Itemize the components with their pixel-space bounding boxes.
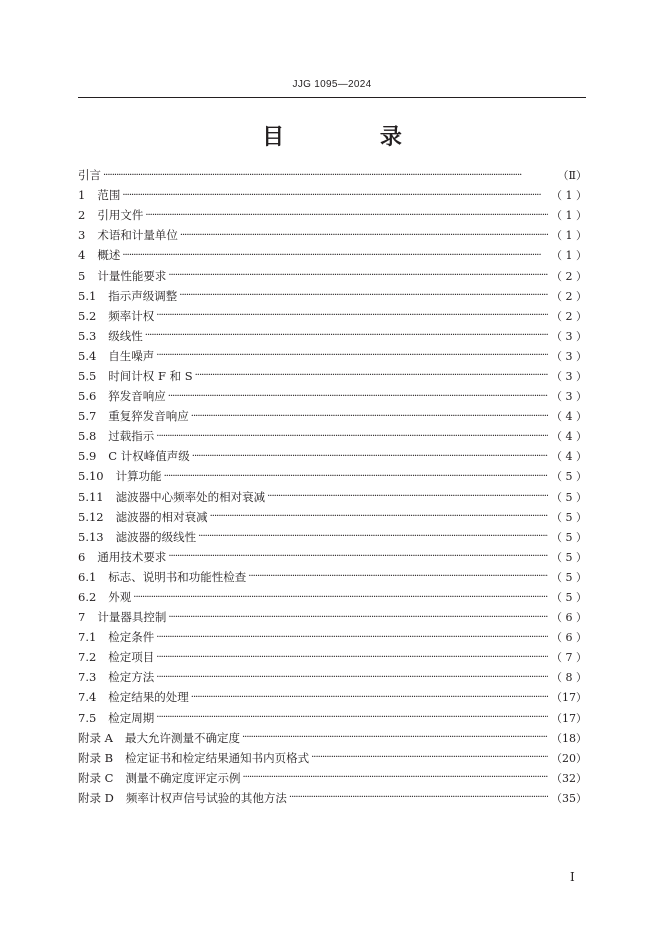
toc-entry-number: 5.12 xyxy=(78,509,104,524)
toc-entry-number: 6.1 xyxy=(78,569,97,584)
toc-entry-page: （ 3 ） xyxy=(551,329,587,343)
toc-entry[interactable] xyxy=(78,667,587,687)
toc-entry-number: 附录 B xyxy=(78,750,114,765)
toc-entry[interactable] xyxy=(78,466,587,486)
toc-entry[interactable] xyxy=(78,326,587,346)
toc-entry-page: （ 5 ） xyxy=(551,510,587,524)
toc-entry[interactable] xyxy=(78,426,587,446)
toc-entry-number: 5.10 xyxy=(78,469,104,484)
toc-entry-title: 计量器具控制 xyxy=(97,610,167,625)
toc-entry-title: 滤波器中心频率处的相对衰减 xyxy=(115,489,266,504)
toc-dot-leader xyxy=(242,732,548,743)
toc-entry-title: 时间计权 F 和 S xyxy=(108,368,193,383)
toc-entry-page: （ 5 ） xyxy=(551,470,587,484)
toc-dot-leader xyxy=(191,692,548,703)
toc-entry[interactable] xyxy=(78,245,587,265)
toc-entry-page: （ 5 ） xyxy=(551,570,587,584)
toc-entry-title: 检定周期 xyxy=(108,710,155,725)
table-of-contents xyxy=(78,165,587,808)
toc-entry[interactable] xyxy=(78,185,587,205)
toc-entry-title: 概述 xyxy=(97,248,121,263)
toc-entry-title: 频率计权 xyxy=(108,308,155,323)
toc-entry-title: 最大允许测量不确定度 xyxy=(124,730,240,745)
toc-entry-page: （ 6 ） xyxy=(551,611,587,625)
toc-entry-title: 引言 xyxy=(78,168,101,183)
toc-entry-title: 滤波器的相对衰减 xyxy=(115,509,208,524)
toc-entry-page: （ 4 ） xyxy=(551,450,587,464)
toc-entry-number: 7.2 xyxy=(78,650,97,665)
toc-entry-number: 5.3 xyxy=(78,328,97,343)
toc-entry[interactable] xyxy=(78,286,587,306)
toc-dot-leader xyxy=(122,250,548,261)
toc-entry[interactable] xyxy=(78,446,587,466)
toc-entry[interactable] xyxy=(78,788,587,808)
toc-dot-leader xyxy=(289,792,548,803)
toc-entry-number: 1 xyxy=(78,188,86,203)
toc-dot-leader xyxy=(156,712,548,723)
toc-entry-number: 5.9 xyxy=(78,449,97,464)
toc-entry-page: （ 2 ） xyxy=(551,309,587,323)
toc-dot-leader xyxy=(180,230,548,241)
toc-entry[interactable] xyxy=(78,205,587,225)
toc-dot-leader xyxy=(191,411,548,422)
toc-entry[interactable] xyxy=(78,607,587,627)
toc-entry-page: （ 3 ） xyxy=(551,349,587,363)
toc-entry-number: 附录 C xyxy=(78,770,114,785)
toc-entry[interactable] xyxy=(78,265,587,285)
toc-dot-leader xyxy=(156,350,548,361)
toc-entry-page: （ 3 ） xyxy=(551,390,587,404)
toc-entry-page: （ 5 ） xyxy=(551,591,587,605)
toc-entry[interactable] xyxy=(78,567,587,587)
toc-entry-page: （18） xyxy=(551,731,587,745)
toc-entry-number: 5 xyxy=(78,268,86,283)
toc-dot-leader xyxy=(192,451,548,462)
toc-entry-title: 计量性能要求 xyxy=(97,268,167,283)
toc-entry-title: 频率计权声信号试验的其他方法 xyxy=(125,790,287,805)
toc-entry-number: 6 xyxy=(78,549,86,564)
toc-entry-page: （ 1 ） xyxy=(551,229,587,243)
toc-entry-title: 术语和计量单位 xyxy=(97,228,178,243)
toc-entry-page: （ 2 ） xyxy=(551,289,587,303)
toc-dot-leader xyxy=(164,471,548,482)
page-number: I xyxy=(570,870,575,884)
toc-entry[interactable] xyxy=(78,748,587,768)
toc-entry[interactable] xyxy=(78,547,587,567)
toc-entry-page: （35） xyxy=(551,791,587,805)
toc-entry-title: 检定项目 xyxy=(108,650,155,665)
toc-entry-title: 自生噪声 xyxy=(108,348,155,363)
toc-entry-page: （20） xyxy=(551,751,587,765)
toc-entry-number: 5.7 xyxy=(78,409,97,424)
toc-entry-number: 5.5 xyxy=(78,368,97,383)
toc-entry-page: （ 4 ） xyxy=(551,410,587,424)
toc-entry-number: 5.11 xyxy=(78,489,104,504)
toc-dot-leader xyxy=(248,571,548,582)
toc-entry-title: 级线性 xyxy=(108,328,143,343)
toc-entry-title: 引用文件 xyxy=(97,208,144,223)
toc-entry-title: 检定条件 xyxy=(108,630,155,645)
toc-entry-page: （32） xyxy=(551,771,587,785)
toc-entry-title: 测量不确定度评定示例 xyxy=(125,770,241,785)
toc-entry-title: 外观 xyxy=(108,590,132,605)
toc-entry-page: （ 4 ） xyxy=(551,430,587,444)
toc-entry[interactable] xyxy=(78,406,587,426)
toc-entry[interactable] xyxy=(78,527,587,547)
toc-entry-title: 检定结果的处理 xyxy=(108,690,189,705)
toc-entry-page: （Ⅱ） xyxy=(557,169,587,183)
toc-entry-number: 7.4 xyxy=(78,690,97,705)
toc-entry-page: （ 3 ） xyxy=(551,369,587,383)
toc-entry-number: 6.2 xyxy=(78,590,97,605)
toc-entry-title: 重复猝发音响应 xyxy=(108,409,189,424)
toc-dot-leader xyxy=(145,330,548,341)
toc-entry-number: 5.4 xyxy=(78,348,97,363)
toc-entry[interactable] xyxy=(78,507,587,527)
toc-entry[interactable] xyxy=(78,627,587,647)
toc-entry-title: C 计权峰值声级 xyxy=(108,449,190,464)
toc-entry[interactable] xyxy=(78,346,587,366)
toc-entry-page: （ 6 ） xyxy=(551,631,587,645)
toc-dot-leader xyxy=(122,190,548,201)
toc-dot-leader xyxy=(267,491,548,502)
toc-entry-number: 附录 A xyxy=(78,730,113,745)
toc-dot-leader xyxy=(145,210,548,221)
toc-entry-page: （ 1 ） xyxy=(551,249,587,263)
toc-dot-leader xyxy=(168,391,548,402)
toc-entry-number: 5.1 xyxy=(78,288,97,303)
toc-entry-page: （ 5 ） xyxy=(551,550,587,564)
toc-dot-leader xyxy=(242,772,548,783)
toc-entry-title: 检定证书和检定结果通知书内页格式 xyxy=(125,750,310,765)
toc-dot-leader xyxy=(156,632,548,643)
toc-entry-number: 4 xyxy=(78,248,86,263)
toc-entry[interactable] xyxy=(78,366,587,386)
toc-dot-leader xyxy=(156,652,548,663)
toc-entry-page: （17） xyxy=(551,691,587,705)
page-header: JJG 1095—2024 xyxy=(292,79,372,90)
toc-entry-number: 5.2 xyxy=(78,308,97,323)
toc-entry-number: 7 xyxy=(78,610,86,625)
toc-entry-title: 通用技术要求 xyxy=(97,549,167,564)
toc-entry[interactable] xyxy=(78,487,587,507)
toc-entry-title: 过载指示 xyxy=(108,429,155,444)
toc-entry[interactable] xyxy=(78,728,587,748)
toc-entry-number: 5.8 xyxy=(78,429,97,444)
toc-entry-title: 滤波器的级线性 xyxy=(115,529,197,544)
toc-dot-leader xyxy=(210,511,548,522)
toc-entry[interactable] xyxy=(78,768,587,788)
toc-entry-page: （17） xyxy=(551,711,587,725)
toc-dot-leader xyxy=(103,170,555,181)
toc-entry-page: （ 7 ） xyxy=(551,651,587,665)
toc-entry[interactable] xyxy=(78,647,587,667)
toc-entry-page: （ 1 ） xyxy=(551,189,587,203)
toc-dot-leader xyxy=(133,592,548,603)
toc-dot-leader xyxy=(168,612,548,623)
toc-entry-title: 标志、说明书和功能性检查 xyxy=(108,569,247,584)
toc-dot-leader xyxy=(168,270,548,281)
toc-entry-number: 2 xyxy=(78,208,86,223)
toc-entry-page: （ 1 ） xyxy=(551,209,587,223)
toc-entry[interactable] xyxy=(78,225,587,245)
toc-entry-title: 范围 xyxy=(97,188,121,203)
toc-dot-leader xyxy=(156,431,548,442)
toc-entry-number: 5.6 xyxy=(78,389,97,404)
toc-entry-title: 计算功能 xyxy=(115,469,162,484)
toc-entry-number: 附录 D xyxy=(78,790,114,805)
toc-dot-leader xyxy=(198,531,548,542)
toc-entry[interactable] xyxy=(78,587,587,607)
toc-entry-number: 7.3 xyxy=(78,670,97,685)
toc-dot-leader xyxy=(156,672,548,683)
toc-entry[interactable] xyxy=(78,165,587,185)
toc-dot-leader xyxy=(168,551,548,562)
toc-entry-number: 7.1 xyxy=(78,630,97,645)
toc-entry-title: 猝发音响应 xyxy=(108,389,166,404)
toc-entry-page: （ 2 ） xyxy=(551,269,587,283)
toc-entry-number: 3 xyxy=(78,228,86,243)
toc-dot-leader xyxy=(156,310,548,321)
toc-entry[interactable] xyxy=(78,687,587,707)
toc-entry-page: （ 8 ） xyxy=(551,671,587,685)
toc-dot-leader xyxy=(195,370,548,381)
toc-entry-title: 指示声级调整 xyxy=(108,288,178,303)
toc-title: 目 录 xyxy=(262,125,446,150)
toc-dot-leader xyxy=(179,290,548,301)
toc-entry[interactable] xyxy=(78,386,587,406)
toc-entry[interactable] xyxy=(78,306,587,326)
toc-entry-number: 7.5 xyxy=(78,710,97,725)
header-rule xyxy=(78,97,586,98)
toc-entry[interactable] xyxy=(78,708,587,728)
toc-dot-leader xyxy=(311,752,548,763)
toc-entry-number: 5.13 xyxy=(78,529,104,544)
toc-entry-page: （ 5 ） xyxy=(551,490,587,504)
toc-entry-title: 检定方法 xyxy=(108,670,155,685)
toc-entry-page: （ 5 ） xyxy=(551,530,587,544)
